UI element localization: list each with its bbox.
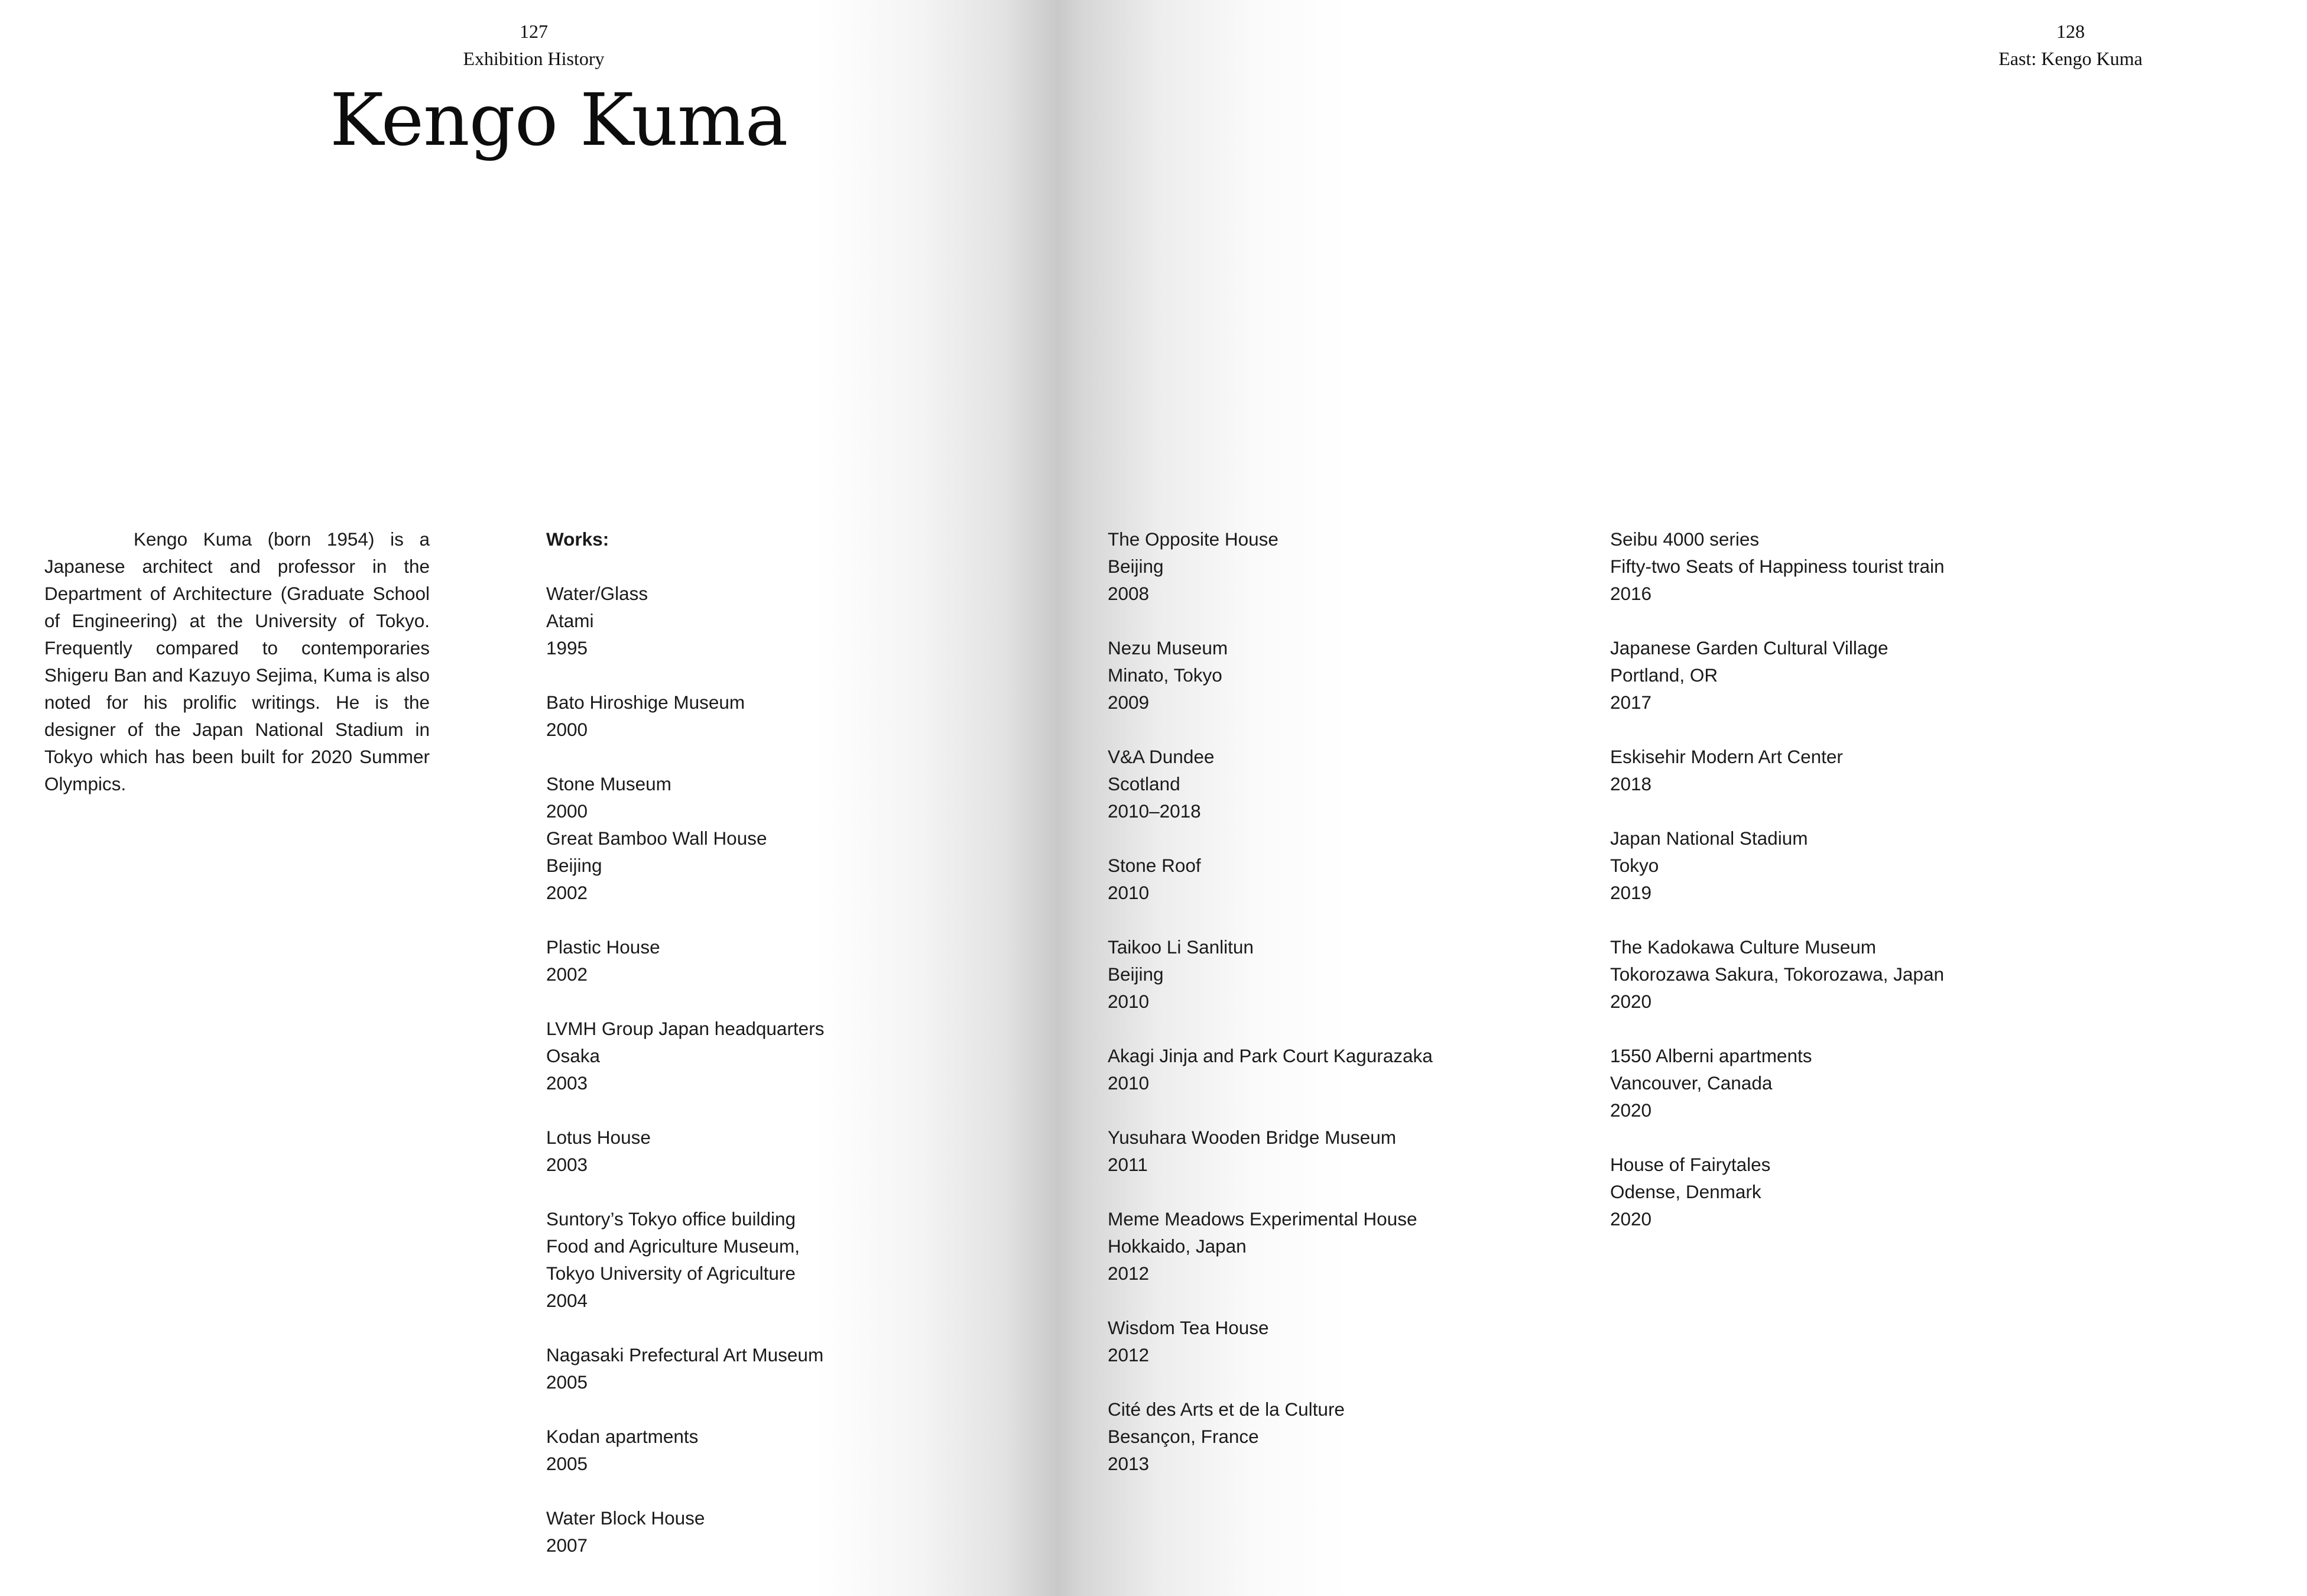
work-title: LVMH Group Japan headquarters [546, 1018, 825, 1039]
page-number: 128 [2056, 21, 2085, 42]
work-title: Akagi Jinja and Park Court Kagurazaka [1108, 1045, 1433, 1066]
work-detail: Food and Agriculture Museum, [546, 1235, 800, 1257]
work-year: 2003 [546, 1154, 588, 1175]
work-entry [1108, 1314, 1521, 1368]
work-title: Meme Meadows Experimental House [1108, 1208, 1417, 1230]
work-entry [1108, 1124, 1521, 1178]
work-detail: Beijing [1108, 556, 1164, 577]
work-title: Taikoo Li Sanlitun [1108, 936, 1254, 958]
work-title: Nezu Museum [1108, 637, 1228, 658]
work-detail: Scotland [1108, 773, 1180, 794]
work-year: 2005 [546, 1371, 588, 1393]
work-detail: Hokkaido, Japan [1108, 1235, 1247, 1257]
work-title: House of Fairytales [1610, 1154, 1771, 1175]
work-title: Japan National Stadium [1610, 828, 1808, 849]
work-year: 2012 [1108, 1263, 1150, 1284]
work-year: 2005 [546, 1453, 588, 1474]
work-year: 2020 [1610, 991, 1652, 1012]
work-detail: Fifty-two Seats of Happiness tourist train [1610, 556, 1945, 577]
work-title: Yusuhara Wooden Bridge Museum [1108, 1127, 1396, 1148]
work-title: The Opposite House [1108, 528, 1279, 550]
work-year: 2010 [1108, 882, 1150, 903]
work-title: The Kadokawa Culture Museum [1610, 936, 1876, 958]
left-page [0, 0, 1064, 1596]
work-title: Plastic House [546, 936, 660, 958]
work-year: 2010 [1108, 991, 1150, 1012]
work-detail: Vancouver, Canada [1610, 1072, 1773, 1094]
work-entry [546, 933, 865, 988]
work-title: Stone Museum [546, 773, 671, 794]
work-year: 2013 [1108, 1453, 1150, 1474]
work-detail: Osaka [546, 1045, 601, 1066]
work-detail: Portland, OR [1610, 664, 1718, 686]
right-page-header [1834, 18, 2307, 72]
works-column-3 [1610, 525, 2083, 1260]
page-number: 127 [520, 21, 548, 42]
work-detail: Tokorozawa Sakura, Tokorozawa, Japan [1610, 964, 1944, 985]
work-title: Water/Glass [546, 583, 648, 604]
work-year: 2011 [1108, 1154, 1148, 1175]
work-detail: Besançon, France [1108, 1426, 1259, 1447]
work-title: Cité des Arts et de la Culture [1108, 1399, 1345, 1420]
work-title: Bato Hiroshige Museum [546, 692, 745, 713]
work-title: Great Bamboo Wall House [546, 828, 767, 849]
work-year: 2020 [1610, 1208, 1652, 1230]
work-year: 2002 [546, 964, 588, 985]
work-year: 2017 [1610, 692, 1652, 713]
work-year: 2010–2018 [1108, 800, 1201, 822]
work-title: 1550 Alberni apartments [1610, 1045, 1812, 1066]
work-entry [546, 1205, 865, 1314]
work-year: 2003 [546, 1072, 588, 1094]
work-entry [546, 1341, 865, 1396]
running-header: East: Kengo Kuma [1998, 48, 2143, 69]
work-detail: Tokyo [1610, 855, 1659, 876]
work-detail: Odense, Denmark [1610, 1181, 1761, 1202]
works-list-1 [546, 580, 865, 1559]
work-title: Wisdom Tea House [1108, 1317, 1269, 1338]
work-year: 2008 [1108, 583, 1150, 604]
work-entry [546, 580, 865, 661]
work-entry [1610, 825, 2083, 906]
work-year: 2016 [1610, 583, 1652, 604]
work-entry [1108, 1396, 1521, 1477]
work-detail: Beijing [546, 855, 602, 876]
work-year: 2010 [1108, 1072, 1150, 1094]
work-entry [1108, 1042, 1521, 1097]
biography-paragraph: Kengo Kuma (born 1954) is a Japanese architect and professor in the Department of Architecture (Graduate School of Engineering) at the University of Tokyo. Frequently compared to contemporaries Shigeru Ban and Kazuyo Sejima, Kuma is also noted for his prolific writings. He is the designer of the Japan National Stadium in Tokyo which has been built for 2020 Summer Olympics. [44, 528, 430, 794]
work-title: Nagasaki Prefectural Art Museum [546, 1344, 824, 1365]
work-entry [1108, 634, 1521, 716]
work-entry [1108, 852, 1521, 906]
work-entry [1610, 525, 2083, 607]
work-entry [1108, 1205, 1521, 1287]
works-heading: Works: [546, 528, 609, 550]
work-detail: Tokyo University of Agriculture [546, 1263, 796, 1284]
work-year: 2009 [1108, 692, 1150, 713]
work-detail: Atami [546, 610, 594, 631]
work-title: Water Block House [546, 1507, 705, 1529]
work-entry [1610, 634, 2083, 716]
left-page-header [297, 18, 770, 72]
work-entry [1108, 933, 1521, 1015]
work-detail: Minato, Tokyo [1108, 664, 1222, 686]
work-detail: Beijing [1108, 964, 1164, 985]
work-title: Lotus House [546, 1127, 651, 1148]
works-column-2 [1108, 525, 1521, 1504]
page-title: Kengo Kuma [330, 78, 788, 162]
work-title: Eskisehir Modern Art Center [1610, 746, 1843, 767]
work-year: 2000 [546, 719, 588, 740]
work-title: Japanese Garden Cultural Village [1610, 637, 1889, 658]
work-entry [1610, 933, 2083, 1015]
work-entry [1610, 743, 2083, 797]
work-year: 2004 [546, 1290, 588, 1311]
work-entry [1108, 525, 1521, 607]
work-entry [546, 689, 865, 743]
work-entry [1108, 743, 1521, 825]
work-entry [546, 1504, 865, 1559]
work-title: Stone Roof [1108, 855, 1201, 876]
works-column-1 [546, 525, 865, 1586]
work-entry [1610, 1151, 2083, 1232]
work-entry [546, 1124, 865, 1178]
work-year: 2000 [546, 800, 588, 822]
work-title: V&A Dundee [1108, 746, 1215, 767]
work-entry [1610, 1042, 2083, 1124]
work-year: 2007 [546, 1535, 588, 1556]
work-title: Kodan apartments [546, 1426, 699, 1447]
work-year: 2020 [1610, 1099, 1652, 1121]
work-year: 2019 [1610, 882, 1652, 903]
running-header: Exhibition History [463, 48, 605, 69]
work-title: Seibu 4000 series [1610, 528, 1760, 550]
work-year: 1995 [546, 637, 588, 658]
work-year: 2012 [1108, 1344, 1150, 1365]
work-entry [546, 1015, 865, 1097]
work-entry [546, 770, 865, 825]
work-year: 2018 [1610, 773, 1652, 794]
work-title: Suntory’s Tokyo office building [546, 1208, 796, 1230]
work-entry [546, 1423, 865, 1477]
work-entry [546, 825, 865, 906]
work-year: 2002 [546, 882, 588, 903]
